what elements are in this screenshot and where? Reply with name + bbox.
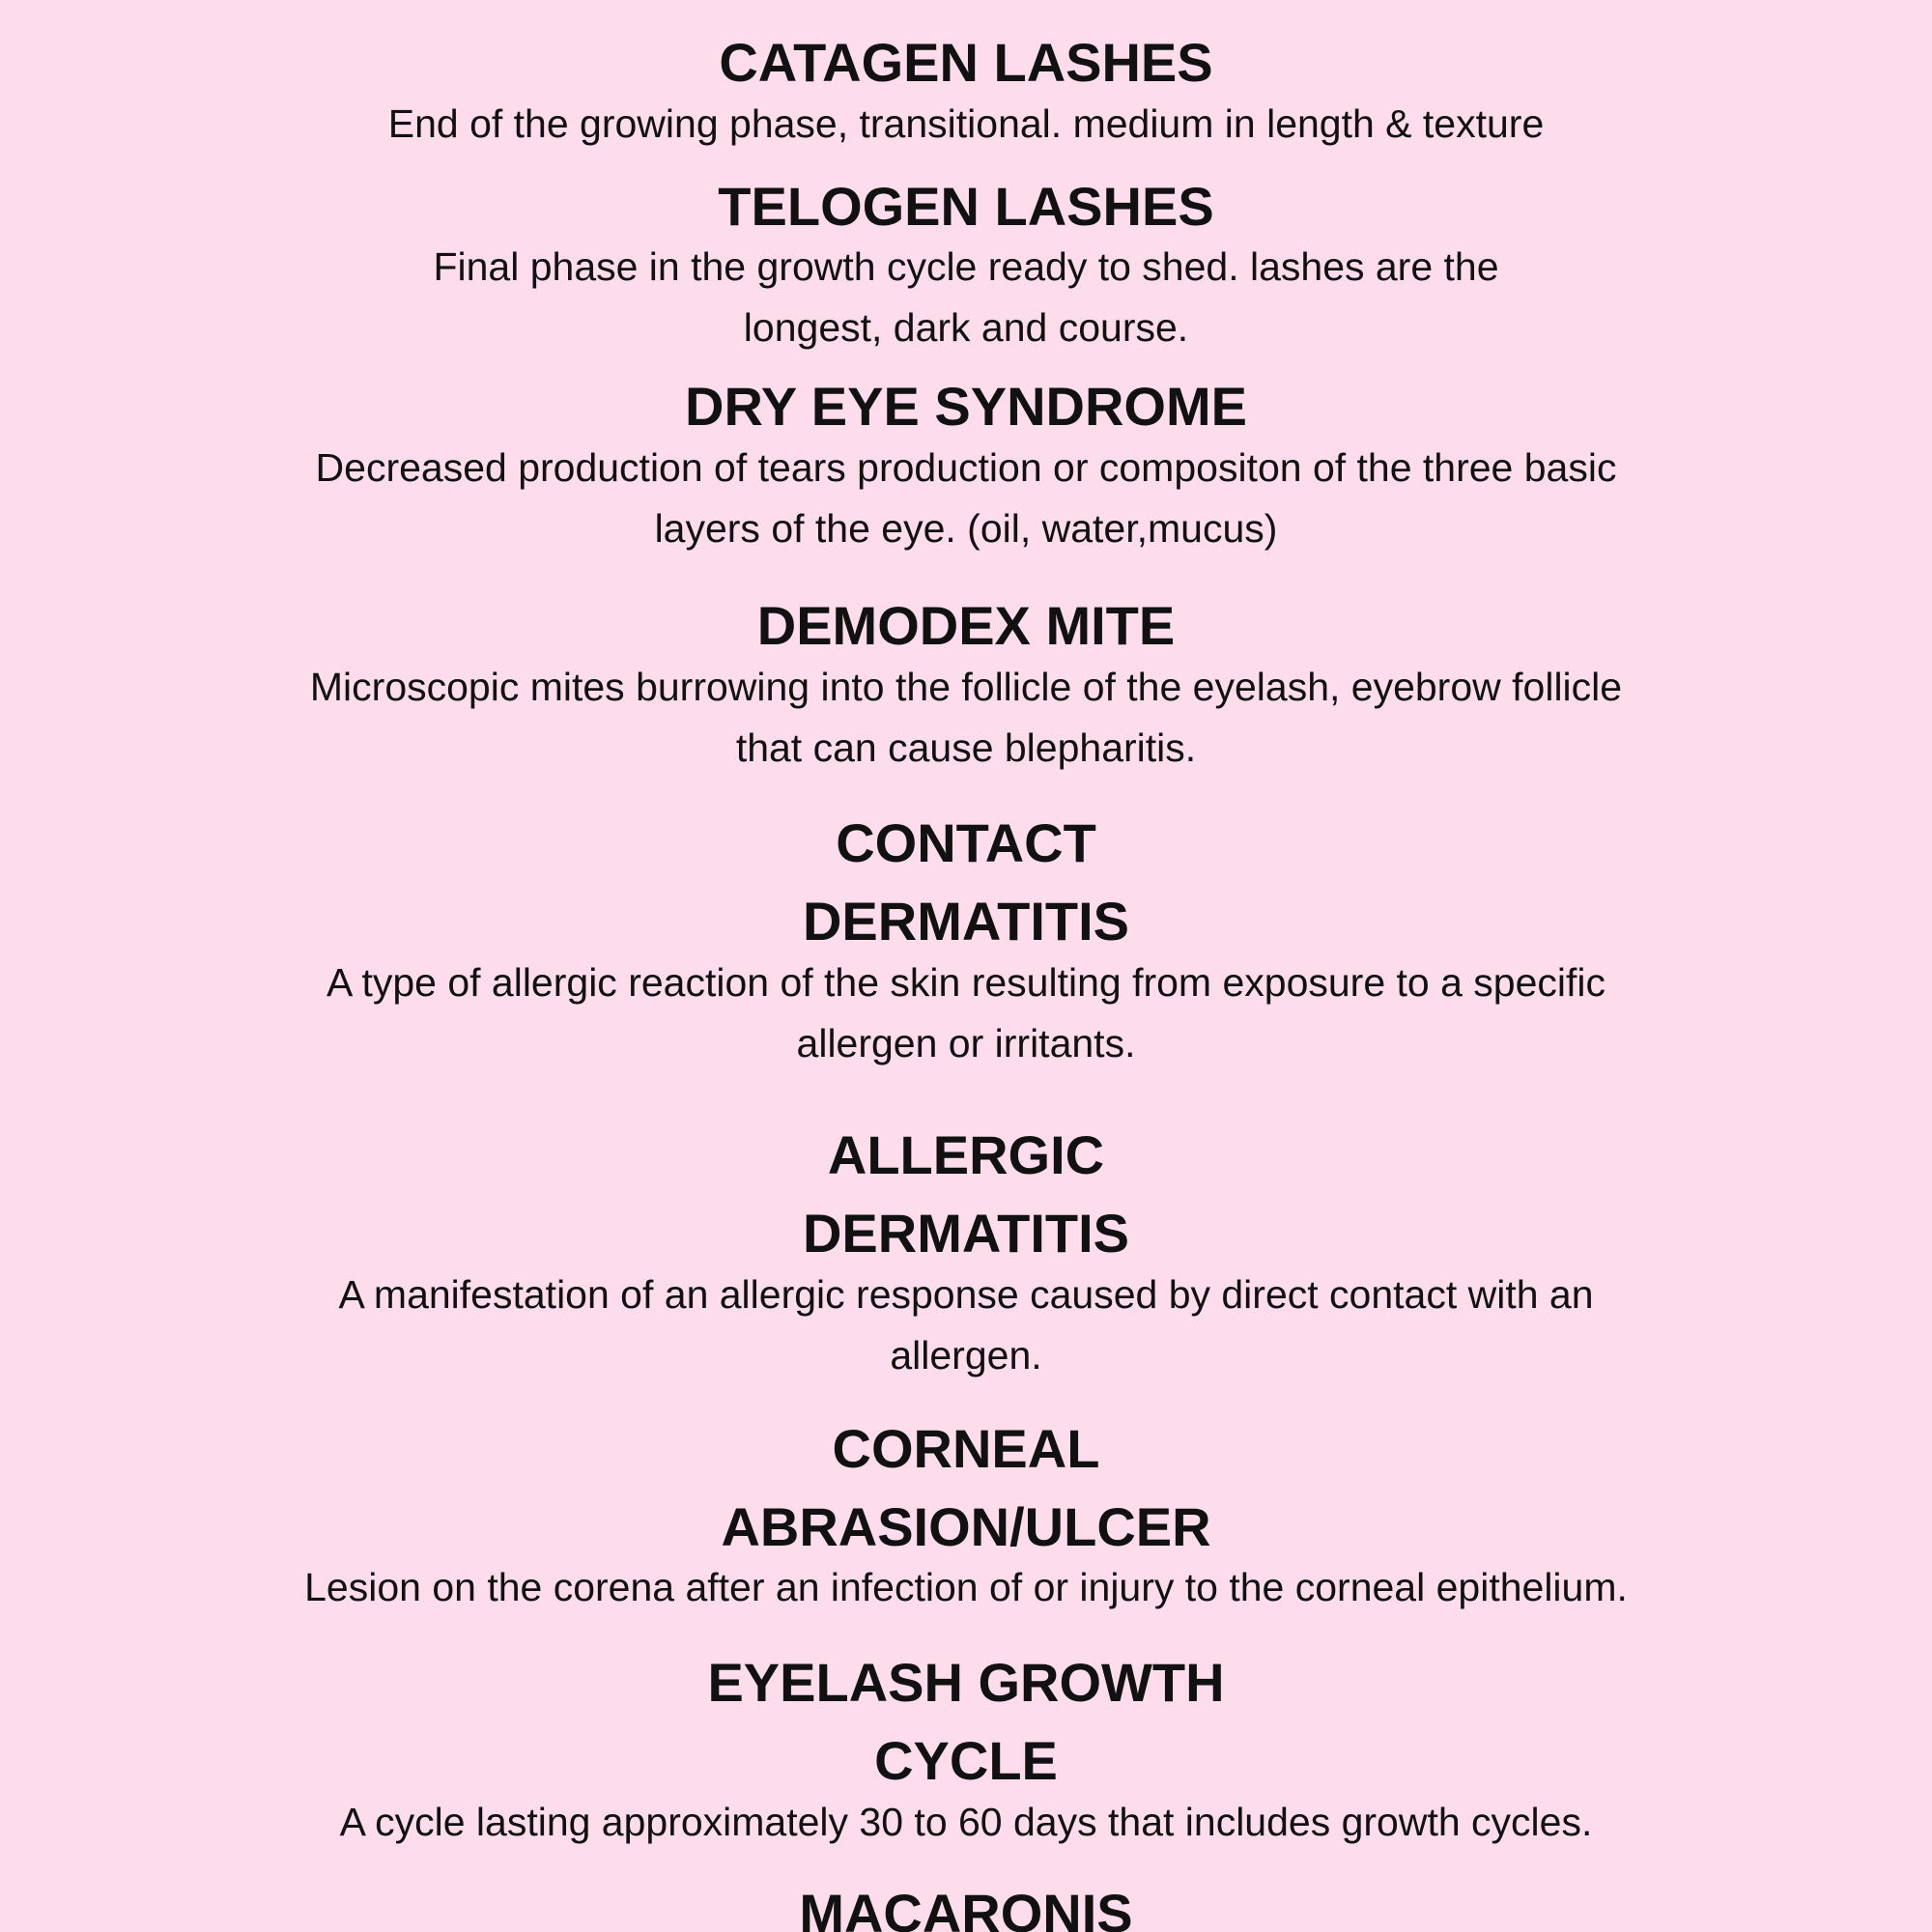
entry-title: ABRASION/ULCER (721, 1496, 1211, 1557)
entry-title: CONTACT (836, 812, 1096, 873)
entry-title: CORNEAL (832, 1418, 1100, 1479)
entry-title: CYCLE (874, 1730, 1058, 1791)
entry-description: End of the growing phase, transitional. medium in length & texture (387, 101, 1545, 146)
entry-description: layers of the eye. (oil, water,mucus) (654, 506, 1278, 551)
entry-title: EYELASH GROWTH (707, 1652, 1225, 1713)
entry-description: Microscopic mites burrowing into the follicle of the eyelash, eyebrow follicle (309, 665, 1623, 709)
entry-title: DRY EYE SYNDROME (685, 376, 1247, 437)
entry-description: Final phase in the growth cycle ready to shed. lashes are the (433, 244, 1499, 289)
entry-description: Decreased production of tears production or compositon of the three basic (315, 445, 1617, 490)
entry-title: MACARONIS (799, 1883, 1133, 1932)
entry-description: that can cause blepharitis. (735, 725, 1197, 770)
entry-description: A manifestation of an allergic response caused by direct contact with an (338, 1272, 1594, 1317)
entry-description: longest, dark and course. (743, 305, 1189, 350)
entry-description: Lesion on the corena after an infection of or injury to the corneal epithelium. (304, 1565, 1628, 1609)
entry-title: ALLERGIC (827, 1124, 1105, 1185)
entry-description: allergen. (890, 1333, 1042, 1378)
entry-title: DERMATITIS (802, 891, 1130, 952)
entry-description: A cycle lasting approximately 30 to 60 days that includes growth cycles. (339, 1800, 1593, 1844)
entry-title: DEMODEX MITE (756, 595, 1176, 656)
entry-title: TELOGEN LASHES (718, 176, 1214, 237)
entry-title: CATAGEN LASHES (719, 32, 1213, 93)
entry-title: DERMATITIS (802, 1203, 1130, 1264)
entry-description: allergen or irritants. (796, 1021, 1136, 1065)
entry-description: A type of allergic reaction of the skin resulting from exposure to a specific (326, 960, 1606, 1005)
